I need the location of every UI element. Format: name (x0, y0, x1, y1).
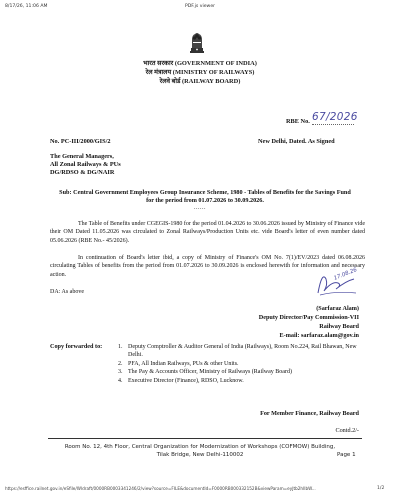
signature-mark (312, 267, 362, 299)
copy-forwarded-label: Copy forwarded to: (50, 343, 103, 350)
page-number: Page 1 (337, 452, 356, 458)
browser-header (0, 0, 400, 12)
continued-note: Contd.2/- (335, 427, 359, 434)
signature-date: 17.08.26 (333, 267, 359, 282)
print-url: https://esffice.railnet.gov.in/eSfile/Wldraft/0000RB0003341246/2/view?source=FILE&documentId=F0000RB000332152B&viewParam=eyJtb2hlIbW... (5, 486, 316, 491)
print-datetime: 8/17/26, 11:06 AM (5, 4, 48, 9)
letterhead-government: भारत सरकार (GOVERNMENT OF INDIA) (143, 60, 257, 67)
body-paragraph-2: In continuation of Board's letter ibid, a copy of Ministry of Finance's OM No. 7(1)/EV/2023 dated 06.08.2026 circulating Tables of benefits from the period from 01.07.2026 to 30.09.2026 is enclosed herewith for information and necessary action. (50, 255, 365, 278)
addressee-line-1: The General Managers, (50, 153, 114, 160)
footer-divider (48, 438, 362, 439)
addressee-line-2: All Zonal Railways & PUs (50, 161, 121, 168)
list-item: 4. Executive Director (Finance), RDSO, Lucknow. (118, 377, 244, 384)
signer-office: Railway Board (319, 323, 359, 330)
signer-name: (Sarfaraz Alam) (316, 305, 359, 312)
body-paragraph-1: The Table of Benefits under CGEGIS-1980 for the period 01.04.2026 to 30.06.2026 issued by Ministry of Finance vide their OM Dated 11.05.2026 was circulated to Zonal Railways/Production Units etc. vide Board's letter of even number dated 05.06.2026 (RBE No.- 45/2026). (50, 221, 365, 244)
letterhead-board: रेलवे बोर्ड (RAILWAY BOARD) (159, 78, 241, 85)
rbe-handwritten-number: 67/2026 (312, 111, 358, 123)
place-date: New Delhi, Dated. As Signed (258, 138, 335, 145)
subject-line: Sub: Central Government Employees Group Insurance Scheme, 1980 - Tables of Benefits for the Savings Fund for the period from 01.07.2026 to 30.09.2026. (59, 189, 351, 205)
list-item: 2. PFA, All Indian Railways, PUs & other Units. (118, 360, 239, 367)
file-number: No. PC-III/2000/GIS/2 (50, 138, 111, 145)
viewer-title: PDF.js viewer (184, 4, 216, 9)
rbe-underline (312, 124, 354, 125)
national-emblem-icon (186, 30, 208, 56)
for-member-finance: For Member Finance, Railway Board (260, 410, 359, 417)
rbe-label: RBE No. (286, 118, 310, 125)
list-item: 3. The Pay & Accounts Officer, Ministry of Railways (Railway Board) (118, 369, 292, 376)
copy-forwarded-list (118, 343, 360, 385)
signer-designation: Deputy Director/Pay Commission-VII (258, 314, 359, 321)
signer-email: E-mail: sarfaraz.alam@gov.in (279, 332, 359, 339)
footer-address-line-2: Tilak Bridge, New Delhi-110002 (156, 452, 244, 458)
list-item: 1. Deputy Comptroller & Auditor General of India (Railways), Room No.224, Rail Bhawan, New Delhi. (118, 344, 357, 359)
print-page-indicator: 1/2 (377, 486, 385, 491)
enclosure-note: DA: As above (50, 289, 84, 295)
addressee-line-3: DG/RDSO & DG/NAIR (50, 169, 115, 176)
footer-address-line-1: Room No. 12, 4th Floor, Central Organization for Modernization of Workshops (COFMOW) Building, (64, 444, 336, 450)
subject-separator: ...... (194, 205, 206, 211)
letterhead-ministry: रेल मंत्रालय (MINISTRY OF RAILWAYS) (145, 69, 255, 76)
